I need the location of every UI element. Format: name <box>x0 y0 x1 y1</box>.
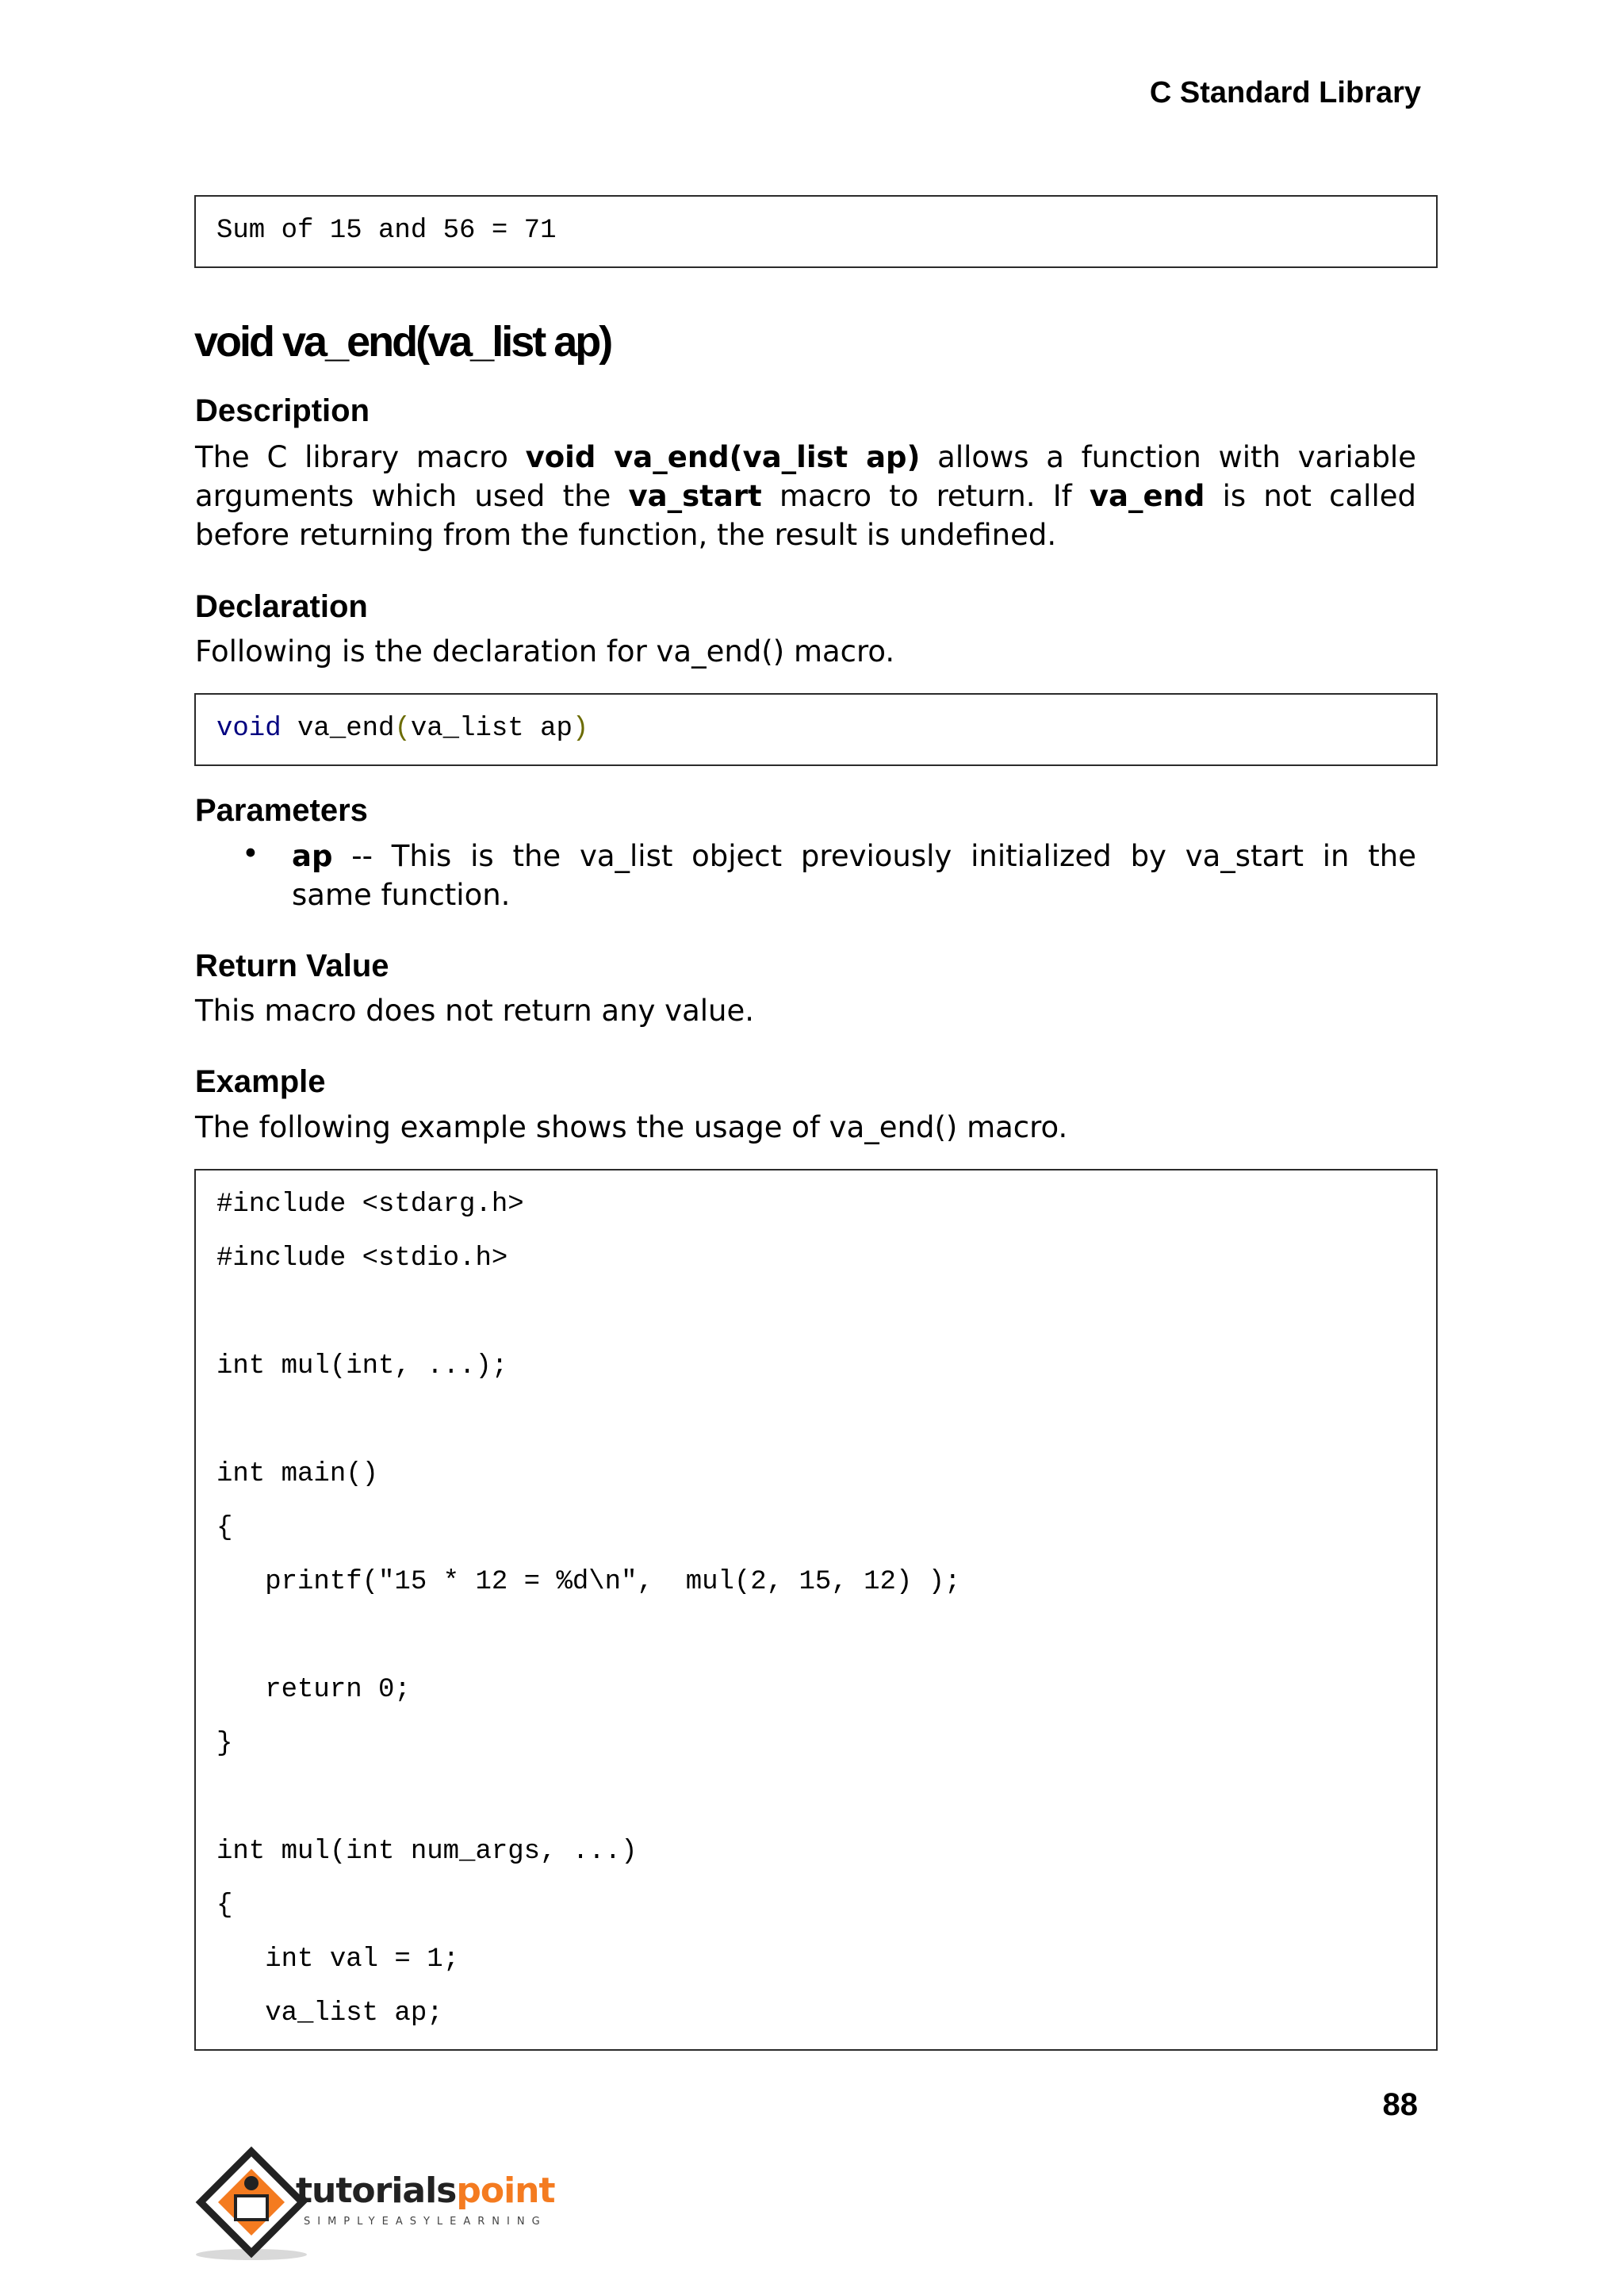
parameter-ap-line-2: same function. <box>292 878 511 912</box>
svg-text:tutorialspoint: tutorialspoint <box>296 2170 555 2211</box>
description-line-1: The C library macro void va_end(va_list ap) allows a function with variable <box>195 440 1416 474</box>
example-text: The following example shows the usage of va_end() macro. <box>195 1110 1068 1144</box>
parameter-name: ap <box>292 839 333 873</box>
description-line-2: arguments which used the va_start macro to return. If va_end is not called <box>195 479 1416 513</box>
code-line: int mul(int, ...); <box>216 1351 508 1381</box>
parameter-ap-line-1: ap -- This is the va_list object previously initialized by va_start in the <box>292 839 1416 873</box>
va-end-ref: va_end <box>1089 479 1205 513</box>
declaration-text: Following is the declaration for va_end() macro. <box>195 634 895 669</box>
description-line-3: before returning from the function, the result is undefined. <box>195 518 1057 552</box>
svg-text:SIMPLYEASYLEARNING: SIMPLYEASYLEARNING <box>304 2216 547 2228</box>
code-line: int main() <box>216 1459 379 1489</box>
declaration-heading: Declaration <box>195 589 368 624</box>
code-line: #include <stdio.h> <box>216 1243 508 1274</box>
page-number: 88 <box>1382 2087 1418 2122</box>
code-line: va_list ap; <box>216 1998 443 2029</box>
code-line: } <box>216 1729 233 1759</box>
code-line: { <box>216 1891 233 1921</box>
description-heading: Description <box>195 393 370 428</box>
declaration-code-box <box>194 693 1438 766</box>
parameters-heading: Parameters <box>195 793 368 828</box>
output-code-box <box>194 195 1438 268</box>
section-title: void va_end(va_list ap) <box>194 318 611 366</box>
code-line: int val = 1; <box>216 1944 460 1975</box>
va-start-ref: va_start <box>628 479 762 513</box>
example-code-box <box>194 1169 1438 2051</box>
code-line: printf("15 * 12 = %d\n", mul(2, 15, 12) ); <box>216 1567 961 1597</box>
output-text: Sum of 15 and 56 = 71 <box>216 216 557 246</box>
bullet-icon: • <box>242 837 259 871</box>
tutorialspoint-logo <box>194 2145 575 2264</box>
return-value-heading: Return Value <box>195 948 389 983</box>
code-line: #include <stdarg.h> <box>216 1190 524 1220</box>
return-value-text: This macro does not return any value. <box>195 994 755 1028</box>
macro-signature: void va_end(va_list ap) <box>525 440 921 474</box>
code-line: int mul(int num_args, ...) <box>216 1837 638 1867</box>
code-line: { <box>216 1513 233 1543</box>
running-header: C Standard Library <box>1149 76 1421 109</box>
code-line: return 0; <box>216 1675 411 1705</box>
declaration-code: void va_end(va_list ap) <box>216 714 589 744</box>
example-heading: Example <box>195 1064 326 1099</box>
